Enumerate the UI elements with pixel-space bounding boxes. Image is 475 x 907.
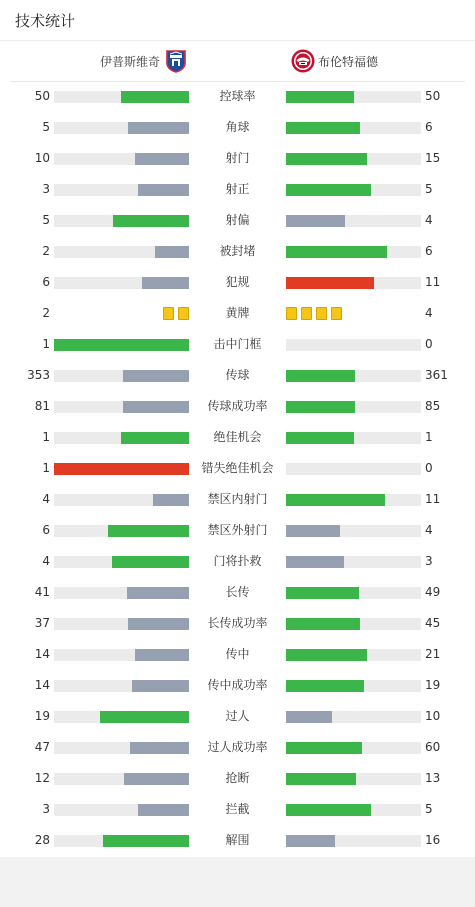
away-value: 15 [425,151,441,165]
home-bar-track [54,711,189,723]
stat-row [0,515,475,546]
home-value: 28 [34,833,50,847]
home-bar-track [54,587,189,599]
away-bar-track [286,184,421,196]
stat-row [0,794,475,825]
away-bar-fill [286,804,371,816]
home-value: 3 [42,802,50,816]
stat-row [0,639,475,670]
stat-label: 过人 [225,709,250,723]
home-bar-fill [121,432,189,444]
away-bar-track [286,463,421,475]
home-value: 2 [42,244,50,258]
home-bar-track [54,339,189,351]
home-bar-fill [128,122,189,134]
away-team-name: 布伦特福德 [318,54,379,69]
home-bar-track [54,525,189,537]
stat-row [0,484,475,515]
away-value: 0 [425,461,433,475]
away-value: 10 [425,709,441,723]
home-bar-track [54,432,189,444]
home-bar-fill [130,742,189,754]
home-bar-fill [128,618,189,630]
home-bar-fill [124,773,189,785]
stat-label: 传中 [225,647,250,661]
away-value: 60 [425,740,441,754]
away-value: 49 [425,585,441,599]
stat-label: 错失绝佳机会 [201,461,274,475]
home-bar-fill [153,494,189,506]
home-bar-fill [103,835,189,847]
home-value: 41 [34,585,50,599]
away-bar-fill [286,184,371,196]
stat-row [0,670,475,701]
stat-label: 传中成功率 [207,678,268,692]
away-value: 85 [425,399,441,413]
away-bar-track [286,277,421,289]
home-value: 12 [34,771,50,785]
away-value: 13 [425,771,441,785]
stat-label: 射门 [225,151,250,165]
away-bar-track [286,153,421,165]
home-bar-fill [127,587,189,599]
stat-row [0,143,475,174]
away-bar-track [286,773,421,785]
stat-label: 绝佳机会 [213,430,262,444]
away-bar-track [286,122,421,134]
away-bar-fill [286,742,362,754]
away-bar-fill [286,556,344,568]
away-bar-fill [286,773,356,785]
home-bar-fill [155,246,189,258]
away-bar-fill [286,432,354,444]
away-bar-track [286,494,421,506]
home-bar-fill [54,339,189,351]
home-bar-track [54,649,189,661]
away-bar-track [286,246,421,258]
home-bar-fill [123,401,189,413]
home-bar-track [54,122,189,134]
home-bar-track [54,742,189,754]
home-team-name: 伊普斯维奇 [99,54,160,69]
home-bar-fill [132,680,189,692]
home-bar-fill [54,463,189,475]
away-value: 4 [425,306,433,320]
home-bar-track [54,277,189,289]
away-bar-track [286,711,421,723]
stat-label: 解围 [225,833,250,847]
away-bar-fill [286,680,364,692]
home-bar-track [54,463,189,475]
stat-label: 过人成功率 [207,740,268,754]
away-bar-track [286,432,421,444]
home-bar-track [54,773,189,785]
stat-label: 控球率 [219,89,256,103]
away-value: 6 [425,120,433,134]
stat-row [0,391,475,422]
stats-list [0,81,475,856]
home-bar-fill [108,525,189,537]
home-bar-fill [138,804,189,816]
away-bar-track [286,556,421,568]
home-bar-fill [135,153,189,165]
away-value: 16 [425,833,441,847]
away-bar-track [286,401,421,413]
page-title: 技术统计 [15,12,76,30]
home-bar-track [54,680,189,692]
away-bar-fill [286,401,355,413]
away-bar-fill [286,587,359,599]
home-bar-track [54,618,189,630]
away-value: 3 [425,554,433,568]
stat-label: 犯规 [225,275,250,289]
home-bar-track [54,153,189,165]
stat-row [0,360,475,391]
home-bar-fill [142,277,189,289]
away-value: 1 [425,430,433,444]
away-bar-fill [286,91,354,103]
stat-row [0,81,475,112]
away-bar-track [286,91,421,103]
home-bar-fill [123,370,189,382]
home-value: 3 [42,182,50,196]
home-value: 6 [42,275,50,289]
away-bar-fill [286,277,374,289]
home-bar-fill [100,711,189,723]
away-yellow-cards [286,307,342,320]
away-value: 6 [425,244,433,258]
away-bar-fill [286,153,367,165]
stat-row [0,453,475,484]
stat-label: 击中门框 [213,337,262,351]
away-bar-track [286,339,421,351]
away-bar-fill [286,246,387,258]
stat-row [0,763,475,794]
stat-row [0,546,475,577]
home-value: 1 [42,337,50,351]
away-bar-fill [286,618,360,630]
away-value: 21 [425,647,441,661]
home-bar-fill [112,556,189,568]
stat-label: 长传 [225,585,250,599]
stat-row [0,205,475,236]
home-value: 1 [42,430,50,444]
home-bar-track [54,494,189,506]
home-bar-track [54,804,189,816]
teams-header [10,41,465,82]
home-value: 1 [42,461,50,475]
stat-row [0,608,475,639]
stat-label: 门将扑救 [213,554,262,568]
home-bar-track [54,91,189,103]
stat-label: 长传成功率 [207,616,268,630]
away-bar-fill [286,370,355,382]
away-value: 5 [425,802,433,816]
home-team[interactable] [100,49,188,73]
home-value: 5 [42,213,50,227]
home-bar-fill [121,91,189,103]
away-bar-track [286,835,421,847]
away-bar-track [286,804,421,816]
home-value: 10 [34,151,50,165]
stat-row [0,174,475,205]
home-bar-track [54,246,189,258]
stat-label: 抢断 [225,771,250,785]
yellow-card-icon [163,307,174,320]
away-bar-fill [286,525,340,537]
away-bar-fill [286,215,345,227]
stat-label: 禁区内射门 [207,492,268,506]
home-value: 47 [34,740,50,754]
stat-label: 被封堵 [219,244,256,258]
yellow-card-icon [286,307,297,320]
stat-label: 传球成功率 [207,399,268,413]
home-value: 4 [42,554,50,568]
away-value: 19 [425,678,441,692]
home-bar-fill [138,184,189,196]
away-bar-track [286,618,421,630]
stat-label: 角球 [225,120,250,134]
stat-row [0,329,475,360]
home-bar-fill [113,215,189,227]
home-bar-track [54,401,189,413]
away-value: 361 [425,368,448,382]
stat-row [0,577,475,608]
stat-label: 射正 [225,182,250,196]
away-bar-fill [286,649,367,661]
away-value: 4 [425,523,433,537]
home-bar-fill [135,649,189,661]
away-bar-track [286,680,421,692]
home-value: 19 [34,709,50,723]
home-yellow-cards [163,307,189,320]
yellow-card-icon [316,307,327,320]
yellow-card-icon [178,307,189,320]
stat-row [0,732,475,763]
away-bar-fill [286,835,335,847]
home-value: 37 [34,616,50,630]
away-value: 11 [425,275,441,289]
home-value: 6 [42,523,50,537]
away-bar-fill [286,711,332,723]
away-value: 5 [425,182,433,196]
home-value: 4 [42,492,50,506]
home-bar-track [54,184,189,196]
home-value: 5 [42,120,50,134]
away-value: 11 [425,492,441,506]
yellow-card-icon [331,307,342,320]
yellow-card-icon [301,307,312,320]
away-bar-fill [286,494,385,506]
away-value: 45 [425,616,441,630]
home-value: 14 [34,678,50,692]
home-bar-track [54,215,189,227]
away-bar-track [286,742,421,754]
away-bar-fill [286,122,360,134]
away-value: 50 [425,89,441,103]
stat-row [0,825,475,856]
home-value: 81 [34,399,50,413]
home-value: 50 [34,89,50,103]
home-bar-track [54,835,189,847]
stat-row [0,701,475,732]
home-value: 353 [27,368,50,382]
away-value: 0 [425,337,433,351]
home-value: 14 [34,647,50,661]
away-team[interactable] [291,49,378,73]
away-bar-track [286,370,421,382]
home-bar-track [54,556,189,568]
stat-row [0,112,475,143]
stat-label: 射偏 [225,213,250,227]
away-bar-track [286,587,421,599]
away-bar-track [286,649,421,661]
away-bar-track [286,215,421,227]
stat-label: 拦截 [225,802,250,816]
stat-row [0,422,475,453]
ipswich-crest-icon [164,49,188,73]
stat-row [0,298,475,329]
stat-label: 传球 [225,368,250,382]
stat-label: 黄牌 [225,306,250,320]
stat-row [0,236,475,267]
stat-label: 禁区外射门 [207,523,268,537]
home-value: 2 [42,306,50,320]
home-bar-track [54,370,189,382]
away-bar-track [286,525,421,537]
away-value: 4 [425,213,433,227]
brentford-crest-icon [291,49,315,73]
stat-row [0,267,475,298]
